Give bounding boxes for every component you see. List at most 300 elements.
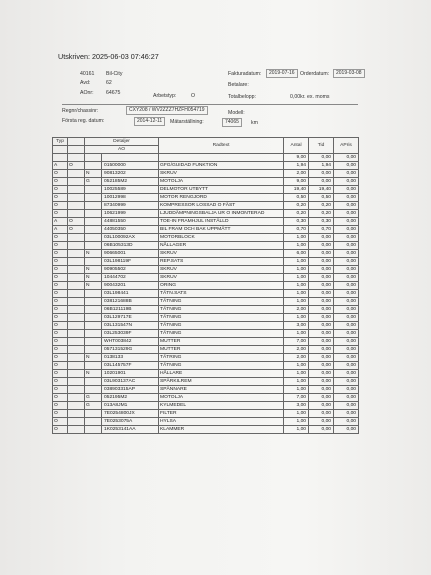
table-row: [53, 418, 359, 426]
table-row: [53, 186, 359, 194]
table-row: [53, 290, 359, 298]
cell-t2: [68, 322, 85, 330]
cell-apris: 0,00: [334, 202, 359, 210]
cell-t1: O: [53, 242, 68, 250]
cell-det: 90813202: [102, 170, 159, 178]
cell-t1: O: [53, 362, 68, 370]
cell-t1: O: [53, 250, 68, 258]
cell-t1: O: [53, 378, 68, 386]
cell-text: MOTOR RENGJORD: [159, 194, 284, 202]
cell-t2: [68, 266, 85, 274]
cell-ao: [85, 426, 102, 434]
table-row: [53, 234, 359, 242]
cell-apris: 0,00: [334, 258, 359, 266]
cell-ao: [85, 154, 102, 162]
cell-t2: [68, 290, 85, 298]
cell-apris: 0,00: [334, 314, 359, 322]
cell-antal: 2,00: [284, 346, 309, 354]
fakturadatum-label: Fakturadatum:: [228, 71, 262, 77]
table-row: [53, 218, 359, 226]
cell-text: TOE-IN FRAMHJUL INSTÄLLD: [159, 218, 284, 226]
cell-apris: 0,00: [334, 178, 359, 186]
totalbelopp-value: 0,00kr. ex. moms: [290, 94, 330, 100]
table-row: [53, 170, 359, 178]
col-typ-header: Typ: [53, 138, 68, 146]
cell-text: TÄTNING: [159, 298, 284, 306]
cell-text: KLAMMER: [159, 426, 284, 434]
cell-antal: 0,30: [284, 218, 309, 226]
cell-text: ORING: [159, 282, 284, 290]
cell-t1: O: [53, 314, 68, 322]
cell-antal: 1,00: [284, 362, 309, 370]
cell-antal: 1,00: [284, 242, 309, 250]
table-row: [53, 178, 359, 186]
cell-tid: 1,94: [309, 162, 334, 170]
cell-det: 057131529G: [102, 346, 159, 354]
regnr-value: CXY208 / WV2ZZZ7HZFH054719: [126, 106, 208, 115]
cell-t2: [68, 178, 85, 186]
cell-det: 44050350: [102, 226, 159, 234]
cell-text: TÄTNING: [159, 314, 284, 322]
cell-t1: O: [53, 426, 68, 434]
cell-t1: O: [53, 210, 68, 218]
cell-ao: [85, 322, 102, 330]
cell-apris: 0,00: [334, 210, 359, 218]
cell-tid: 0,00: [309, 298, 334, 306]
cell-tid: 0,00: [309, 346, 334, 354]
cell-apris: 0,00: [334, 242, 359, 250]
cell-antal: 9,00: [284, 178, 309, 186]
cell-tid: 19,40: [309, 186, 334, 194]
cell-ao: G: [85, 394, 102, 402]
cell-text: BIL FRAM OCH BAK UPPMÄTT: [159, 226, 284, 234]
cell-t2: [68, 370, 85, 378]
cell-tid: 0,00: [309, 178, 334, 186]
cell-tid: 0,00: [309, 258, 334, 266]
cell-text: MOTOLJA: [159, 394, 284, 402]
table-row: [53, 346, 359, 354]
cell-det: 90665001: [102, 250, 159, 258]
cell-text: LJUDDÄMPNINGSBALJA UR O INMONTERAD: [159, 210, 284, 218]
cell-text: [159, 154, 284, 162]
cell-t2: [68, 354, 85, 362]
cell-t2: [68, 234, 85, 242]
cell-t1: O: [53, 298, 68, 306]
cell-det: 013A8JM1: [102, 402, 159, 410]
table-row: [53, 362, 359, 370]
cell-antal: 1,00: [284, 234, 309, 242]
cell-ao: [85, 338, 102, 346]
cell-t2: O: [68, 162, 85, 170]
cell-det: 44881550: [102, 218, 159, 226]
avd-value: 62: [106, 80, 112, 86]
cell-det: 052185M2: [102, 178, 159, 186]
cell-text: MUTTER: [159, 338, 284, 346]
cell-antal: 1,00: [284, 410, 309, 418]
cell-ao: [85, 186, 102, 194]
cell-apris: 0,00: [334, 370, 359, 378]
cell-text: SKRUV: [159, 266, 284, 274]
table-row: [53, 298, 359, 306]
customer-number: 40161: [80, 71, 95, 77]
cell-tid: 0,00: [309, 362, 334, 370]
cell-tid: 0,00: [309, 338, 334, 346]
col-tid-header: Tid: [309, 138, 334, 154]
cell-t2: [68, 306, 85, 314]
cell-det: 87340999: [102, 202, 159, 210]
cell-text: SKRUV: [159, 274, 284, 282]
regnr-label: Regnr/chassinr:: [62, 108, 99, 114]
cell-antal: 19,40: [284, 186, 309, 194]
cell-antal: 1,00: [284, 370, 309, 378]
cell-tid: 0,00: [309, 330, 334, 338]
cell-det: 10201901: [102, 370, 159, 378]
cell-apris: 0,00: [334, 378, 359, 386]
cell-antal: 1,00: [284, 290, 309, 298]
header-divider: [62, 104, 358, 105]
cell-antal: 9,00: [284, 154, 309, 162]
cell-t1: O: [53, 394, 68, 402]
table-row: [53, 258, 359, 266]
cell-ao: [85, 290, 102, 298]
table-row: [53, 314, 359, 322]
table-row: [53, 306, 359, 314]
cell-apris: 0,00: [334, 410, 359, 418]
cell-text: TÄTN.SATS: [159, 290, 284, 298]
cell-text: FILTER: [159, 410, 284, 418]
cell-t2: O: [68, 218, 85, 226]
cell-t2: [68, 386, 85, 394]
table-row: [53, 338, 359, 346]
table-row: [53, 154, 359, 162]
cell-det: 7E0253075A: [102, 418, 159, 426]
cell-det: [102, 154, 159, 162]
table-row: [53, 394, 359, 402]
cell-apris: 0,00: [334, 346, 359, 354]
cell-ao: [85, 306, 102, 314]
forsta-reg-value: 2014-12-11: [134, 117, 165, 126]
cell-t1: O: [53, 402, 68, 410]
table-row: [53, 194, 359, 202]
forsta-reg-label: Första reg. datum:: [62, 118, 105, 124]
cell-det: 052195M2: [102, 394, 159, 402]
avd-label: Avd:: [80, 80, 91, 86]
table-row: [53, 266, 359, 274]
cell-det: 10621999: [102, 210, 159, 218]
cell-antal: 1,00: [284, 266, 309, 274]
cell-antal: 1,00: [284, 298, 309, 306]
cell-apris: 0,00: [334, 402, 359, 410]
cell-apris: 0,00: [334, 250, 359, 258]
printed-timestamp: Utskriven: 2025-06-03 07:46:27: [58, 52, 159, 61]
table-row: [53, 274, 359, 282]
cell-text: TÄTNING: [159, 306, 284, 314]
aonr-value: 64675: [106, 90, 121, 96]
table-row: [53, 386, 359, 394]
table-row: [53, 322, 359, 330]
cell-antal: 2,00: [284, 306, 309, 314]
cell-t1: O: [53, 322, 68, 330]
cell-apris: 0,00: [334, 154, 359, 162]
cell-tid: 0,00: [309, 290, 334, 298]
table-row: [53, 202, 359, 210]
cell-tid: 0,00: [309, 170, 334, 178]
cell-t2: [68, 170, 85, 178]
cell-t2: [68, 402, 85, 410]
cell-tid: 0,00: [309, 418, 334, 426]
cell-tid: 0,00: [309, 250, 334, 258]
cell-tid: 0,00: [309, 370, 334, 378]
cell-antal: 6,00: [284, 250, 309, 258]
cell-antal: 0,20: [284, 210, 309, 218]
cell-tid: 0,20: [309, 202, 334, 210]
arbetstyp-value: O: [191, 93, 196, 99]
cell-ao: N: [85, 170, 102, 178]
cell-t2: [68, 418, 85, 426]
cell-t1: O: [53, 338, 68, 346]
table-row: [53, 226, 359, 234]
cell-t1: O: [53, 202, 68, 210]
cell-t1: O: [53, 354, 68, 362]
cell-ao: [85, 258, 102, 266]
cell-apris: 0,00: [334, 306, 359, 314]
cell-apris: 0,00: [334, 322, 359, 330]
cell-tid: 0,00: [309, 378, 334, 386]
cell-t2: [68, 210, 85, 218]
cell-text: TÄTRING: [159, 354, 284, 362]
cell-t1: O: [53, 170, 68, 178]
cell-ao: N: [85, 282, 102, 290]
cell-t2: [68, 314, 85, 322]
cell-ao: [85, 234, 102, 242]
cell-t2: [68, 282, 85, 290]
cell-ao: N: [85, 354, 102, 362]
cell-det: 0138133: [102, 354, 159, 362]
matarstallning-label: Mätarställning:: [170, 119, 204, 125]
table-row: [53, 410, 359, 418]
cell-tid: 0,00: [309, 274, 334, 282]
cell-tid: 0,00: [309, 306, 334, 314]
cell-apris: 0,00: [334, 266, 359, 274]
cell-apris: 0,00: [334, 218, 359, 226]
cell-tid: 0,00: [309, 242, 334, 250]
cell-t2: [68, 298, 85, 306]
fakturadatum-value: 2019-07-16: [266, 69, 298, 78]
cell-t1: O: [53, 274, 68, 282]
cell-ao: [85, 410, 102, 418]
cell-text: NÅLLAGER: [159, 242, 284, 250]
cell-tid: 0,00: [309, 410, 334, 418]
table-row: [53, 354, 359, 362]
cell-t1: O: [53, 290, 68, 298]
cell-det: 03L131547N: [102, 322, 159, 330]
cell-antal: 7,00: [284, 394, 309, 402]
cell-apris: 0,00: [334, 194, 359, 202]
cell-ao: N: [85, 266, 102, 274]
cell-antal: 0,50: [284, 194, 309, 202]
cell-text: HÅLLARE: [159, 370, 284, 378]
cell-t1: O: [53, 370, 68, 378]
cell-apris: 0,00: [334, 162, 359, 170]
cell-text: SPÄRKILREM: [159, 378, 284, 386]
cell-antal: 1,00: [284, 418, 309, 426]
cell-antal: 1,00: [284, 258, 309, 266]
cell-t2: [68, 202, 85, 210]
cell-tid: 0,00: [309, 402, 334, 410]
table-row: [53, 378, 359, 386]
cell-ao: [85, 210, 102, 218]
cell-text: MUTTER: [159, 346, 284, 354]
cell-det: 01500000: [102, 162, 159, 170]
cell-tid: 0,00: [309, 314, 334, 322]
cell-det: 06B105313D: [102, 242, 159, 250]
matarstallning-value: 74065: [222, 118, 242, 127]
cell-t1: A: [53, 218, 68, 226]
cell-t1: O: [53, 410, 68, 418]
cell-tid: 0,00: [309, 354, 334, 362]
cell-ao: N: [85, 274, 102, 282]
cell-det: WHT003842: [102, 338, 159, 346]
col-apris-header: APris: [334, 138, 359, 154]
col-ao-header: AO: [85, 146, 159, 154]
cell-tid: 0,00: [309, 394, 334, 402]
cell-det: 03L100092AX: [102, 234, 159, 242]
cell-apris: 0,00: [334, 226, 359, 234]
cell-t1: O: [53, 258, 68, 266]
cell-ao: [85, 218, 102, 226]
cell-det: 03L903137AC: [102, 378, 159, 386]
table-row: [53, 242, 359, 250]
cell-ao: [85, 386, 102, 394]
cell-antal: 1,00: [284, 282, 309, 290]
cell-text: KYLMEDEL: [159, 402, 284, 410]
cell-antal: 0,20: [284, 202, 309, 210]
col-detaljer-header: Detaljer: [85, 138, 159, 146]
cell-tid: 0,00: [309, 386, 334, 394]
cell-det: 10444702: [102, 274, 159, 282]
cell-text: TÄTNING: [159, 330, 284, 338]
cell-t2: [68, 426, 85, 434]
cell-text: MOTORBLOCK: [159, 234, 284, 242]
cell-ao: [85, 298, 102, 306]
cell-det: 03L198441: [102, 290, 159, 298]
table-header-row: [53, 138, 359, 146]
cell-antal: 2,00: [284, 354, 309, 362]
cell-apris: 0,00: [334, 338, 359, 346]
cell-ao: G: [85, 178, 102, 186]
cell-t2: [68, 154, 85, 162]
aonr-label: AOnr:: [80, 90, 94, 96]
betalare-label: Betalare:: [228, 82, 249, 88]
cell-t2: [68, 394, 85, 402]
cell-text: SKRUV: [159, 170, 284, 178]
cell-antal: 2,00: [284, 170, 309, 178]
cell-t2: [68, 250, 85, 258]
cell-apris: 0,00: [334, 234, 359, 242]
cell-ao: [85, 418, 102, 426]
cell-det: 1K0253141AA: [102, 426, 159, 434]
cell-text: REP.SATS: [159, 258, 284, 266]
cell-ao: N: [85, 250, 102, 258]
cell-t1: O: [53, 282, 68, 290]
cell-antal: 1,00: [284, 378, 309, 386]
cell-apris: 0,00: [334, 394, 359, 402]
cell-tid: 0,00: [309, 154, 334, 162]
cell-det: 03L145757F: [102, 362, 159, 370]
cell-t1: O: [53, 266, 68, 274]
cell-det: 10025589: [102, 186, 159, 194]
cell-t2: [68, 330, 85, 338]
cell-apris: 0,00: [334, 298, 359, 306]
cell-tid: 0,20: [309, 210, 334, 218]
cell-det: 038121688B: [102, 298, 159, 306]
cell-text: KOMPRESSOR LOSSAD O FÄST: [159, 202, 284, 210]
col-antal-header: Antal: [284, 138, 309, 154]
cell-t2: [68, 378, 85, 386]
cell-ao: G: [85, 402, 102, 410]
cell-ao: [85, 162, 102, 170]
cell-text: TÄTNING: [159, 362, 284, 370]
cell-text: HYLSA: [159, 418, 284, 426]
table-row: [53, 162, 359, 170]
cell-t2: [68, 186, 85, 194]
cell-tid: 0,00: [309, 322, 334, 330]
cell-t1: O: [53, 194, 68, 202]
customer-name: Bil-City: [106, 71, 123, 77]
cell-t2: O: [68, 226, 85, 234]
cell-apris: 0,00: [334, 354, 359, 362]
cell-t2: [68, 346, 85, 354]
modell-label: Modell:: [228, 110, 245, 116]
cell-t2: [68, 242, 85, 250]
cell-t2: [68, 410, 85, 418]
cell-text: MOTOLJA: [159, 178, 284, 186]
cell-t2: [68, 258, 85, 266]
table-row: [53, 210, 359, 218]
cell-apris: 0,00: [334, 330, 359, 338]
cell-antal: 3,00: [284, 402, 309, 410]
cell-det: 7E0254800JX: [102, 410, 159, 418]
cell-tid: 0,50: [309, 194, 334, 202]
cell-antal: 1,00: [284, 274, 309, 282]
cell-ao: [85, 226, 102, 234]
cell-ao: [85, 346, 102, 354]
table-row: [53, 370, 359, 378]
cell-t2: [68, 338, 85, 346]
cell-t1: [53, 154, 68, 162]
cell-apris: 0,00: [334, 186, 359, 194]
cell-det: 10012998: [102, 194, 159, 202]
cell-det: 90905502: [102, 266, 159, 274]
cell-t1: O: [53, 306, 68, 314]
cell-antal: 1,00: [284, 330, 309, 338]
cell-t1: A: [53, 226, 68, 234]
cell-ao: [85, 314, 102, 322]
cell-antal: 7,00: [284, 338, 309, 346]
cell-t1: O: [53, 418, 68, 426]
cell-apris: 0,00: [334, 282, 359, 290]
cell-text: SPÄNNARE: [159, 386, 284, 394]
matarstallning-unit: km: [251, 120, 258, 126]
cell-det: 06B121119B: [102, 306, 159, 314]
cell-tid: 0,00: [309, 234, 334, 242]
cell-antal: 1,94: [284, 162, 309, 170]
cell-ao: [85, 378, 102, 386]
totalbelopp-label: Totalbelopp:: [228, 94, 256, 100]
cell-det: 90043201: [102, 282, 159, 290]
table-row: [53, 426, 359, 434]
cell-t1: A: [53, 162, 68, 170]
